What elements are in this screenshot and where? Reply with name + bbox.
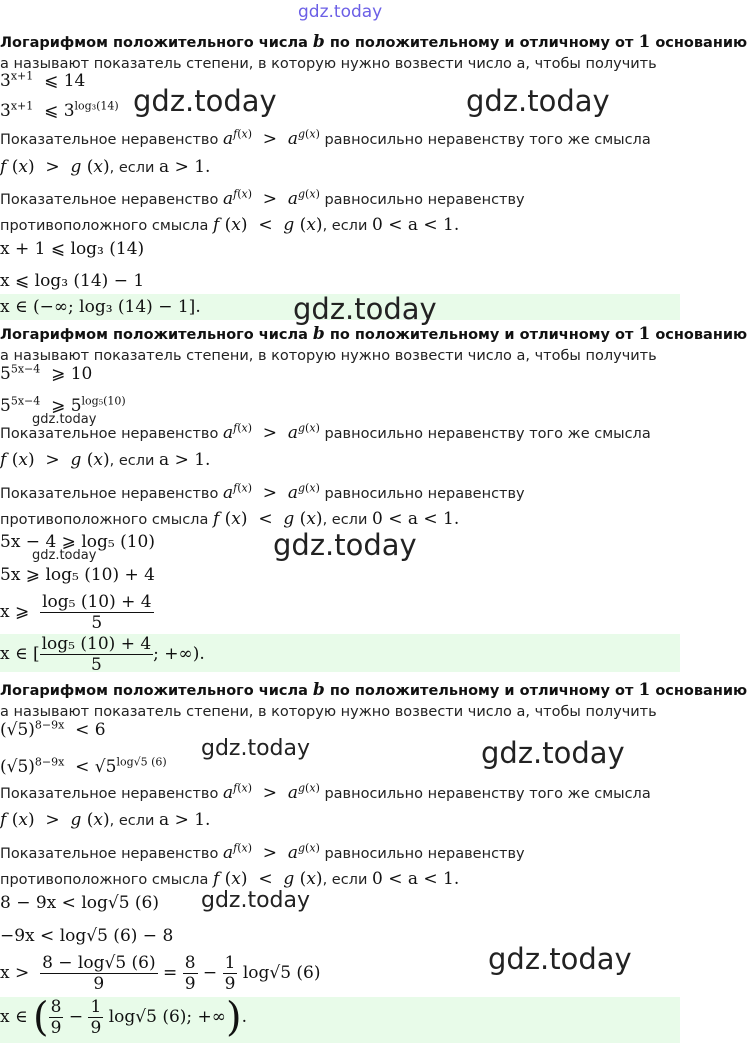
p3-step-3: x > $\frac{8 - \log√5 (6)}{9}$ = $\frac{8}{9}$ − $\frac{1}{9}$ log√5 (6) <box>0 953 321 994</box>
definition-one: 1 <box>638 32 651 52</box>
definition-header-1 <box>0 32 747 52</box>
definition-cut-3: a называют показатель степени, в которую нужно возвести число a, чтобы получить <box>0 704 657 720</box>
watermark: gdz.today <box>133 84 277 118</box>
definition-suffix: основанию <box>650 35 747 51</box>
p2-rule-1: Показательное неравенство $a^{f(x)} > a^{g(x)}$ равносильно неравенству того же смысла <box>0 421 651 443</box>
p3-step-1: 8 − 9x < log√5 (6) <box>0 893 160 913</box>
watermark: gdz.today <box>201 736 311 761</box>
p2-rule-3: Показательное неравенство $a^{f(x)} > a^{g(x)}$ равносильно неравенству <box>0 481 525 503</box>
p3-line-1: $(√5)^{8-9x} < 6$ <box>0 718 106 740</box>
p1-line-1: $3^{x+1}$ ⩽ 14 <box>0 69 86 91</box>
p3-rule-3: Показательное неравенство $a^{f(x)} > a^{g(x)}$ равносильно неравенству <box>0 841 525 863</box>
p1-rule-4: противоположного смысла f (x) < g (x), если 0 < a < 1. <box>0 215 460 235</box>
p1-rule-1: Показательное неравенство $a^{f(x)} > a^{g(x)}$ равносильно неравенству того же смысла <box>0 127 651 149</box>
watermark: gdz.today <box>32 412 97 427</box>
p3-fraction-2: $\frac{8}{9}$ <box>184 953 196 994</box>
p1-rule-3: Показательное неравенство $a^{f(x)} > a^{g(x)}$ равносильно неравенству <box>0 187 525 209</box>
p3-step-2: −9x < log√5 (6) − 8 <box>0 926 174 946</box>
p2-step-3: x ⩾ $\frac{\text{log₅ (10) + 4}}{5}$ <box>0 592 152 633</box>
definition-cut-2: a называют показатель степени, в которую нужно возвести число a, чтобы получить <box>0 348 657 364</box>
p1-answer: x ∈ (−∞; log₃ (14) − 1]. <box>0 294 680 320</box>
p2-fraction: $\frac{\text{log₅ (10) + 4}}{5}$ <box>42 592 152 633</box>
p2-answer: x ∈ [ $\frac{\text{log₅ (10) + 4}}{5}$ ; +∞). <box>0 634 680 672</box>
watermark: gdz.today <box>293 292 437 326</box>
p3-fraction-3: $\frac{1}{9}$ <box>224 953 236 994</box>
watermark-top: gdz.today <box>298 2 383 22</box>
definition-prefix: Логарифмом положительного числа <box>0 35 313 51</box>
watermark: gdz.today <box>481 736 625 770</box>
watermark: gdz.today <box>32 548 97 563</box>
p1-step-1: x + 1 ⩽ log₃ (14) <box>0 239 145 259</box>
watermark: gdz.today <box>201 888 311 913</box>
p3-rule-2: f (x) > g (x), если a > 1. <box>0 810 211 830</box>
definition-header-2: Логарифмом положительного числа b по положительному и отличному от 1 основанию <box>0 324 747 344</box>
p3-rule-1: Показательное неравенство $a^{f(x)} > a^{g(x)}$ равносильно неравенству того же смысла <box>0 781 651 803</box>
p2-rule-2: f (x) > g (x), если a > 1. <box>0 450 211 470</box>
definition-cut-1: a называют показатель степени, в которую нужно возвести число a, чтобы получить <box>0 56 657 72</box>
definition-header-3: Логарифмом положительного числа b по положительному и отличному от 1 основанию <box>0 680 747 700</box>
definition-b: b <box>312 32 325 52</box>
p2-line-2: $5^{5x-4}$ ⩾ $5^{log_5(10)}$ <box>0 394 126 416</box>
p1-step-2: x ⩽ log₃ (14) − 1 <box>0 271 145 291</box>
p2-rule-4: противоположного смысла f (x) < g (x), если 0 < a < 1. <box>0 509 460 529</box>
p1-line-2: $3^{x+1}$ ⩽ $3^{log_3(14)}$ <box>0 99 119 121</box>
p2-step-2: 5x ⩾ log₅ (10) + 4 <box>0 565 155 585</box>
p2-line-1: $5^{5x-4}$ ⩾ 10 <box>0 362 93 384</box>
p2-step-1: 5x − 4 ⩾ log₅ (10) <box>0 532 155 552</box>
p3-fraction-1: $\frac{8 - \log√5 (6)}{9}$ <box>42 953 156 994</box>
watermark: gdz.today <box>273 528 417 562</box>
p3-answer: x ∈ ( $\frac{8}{9}$ − $\frac{1}{9}$ log√5 (6); +∞). <box>0 997 680 1043</box>
p3-line-2: $(√5)^{8-9x} < √5^{log√5 (6)}$ <box>0 755 167 777</box>
p3-rule-4: противоположного смысла f (x) < g (x), если 0 < a < 1. <box>0 869 460 889</box>
definition-middle: по положительному и отличному от <box>324 35 639 51</box>
p1-rule-2: f (x) > g (x), если a > 1. <box>0 157 211 177</box>
watermark: gdz.today <box>466 84 610 118</box>
watermark: gdz.today <box>488 942 632 976</box>
